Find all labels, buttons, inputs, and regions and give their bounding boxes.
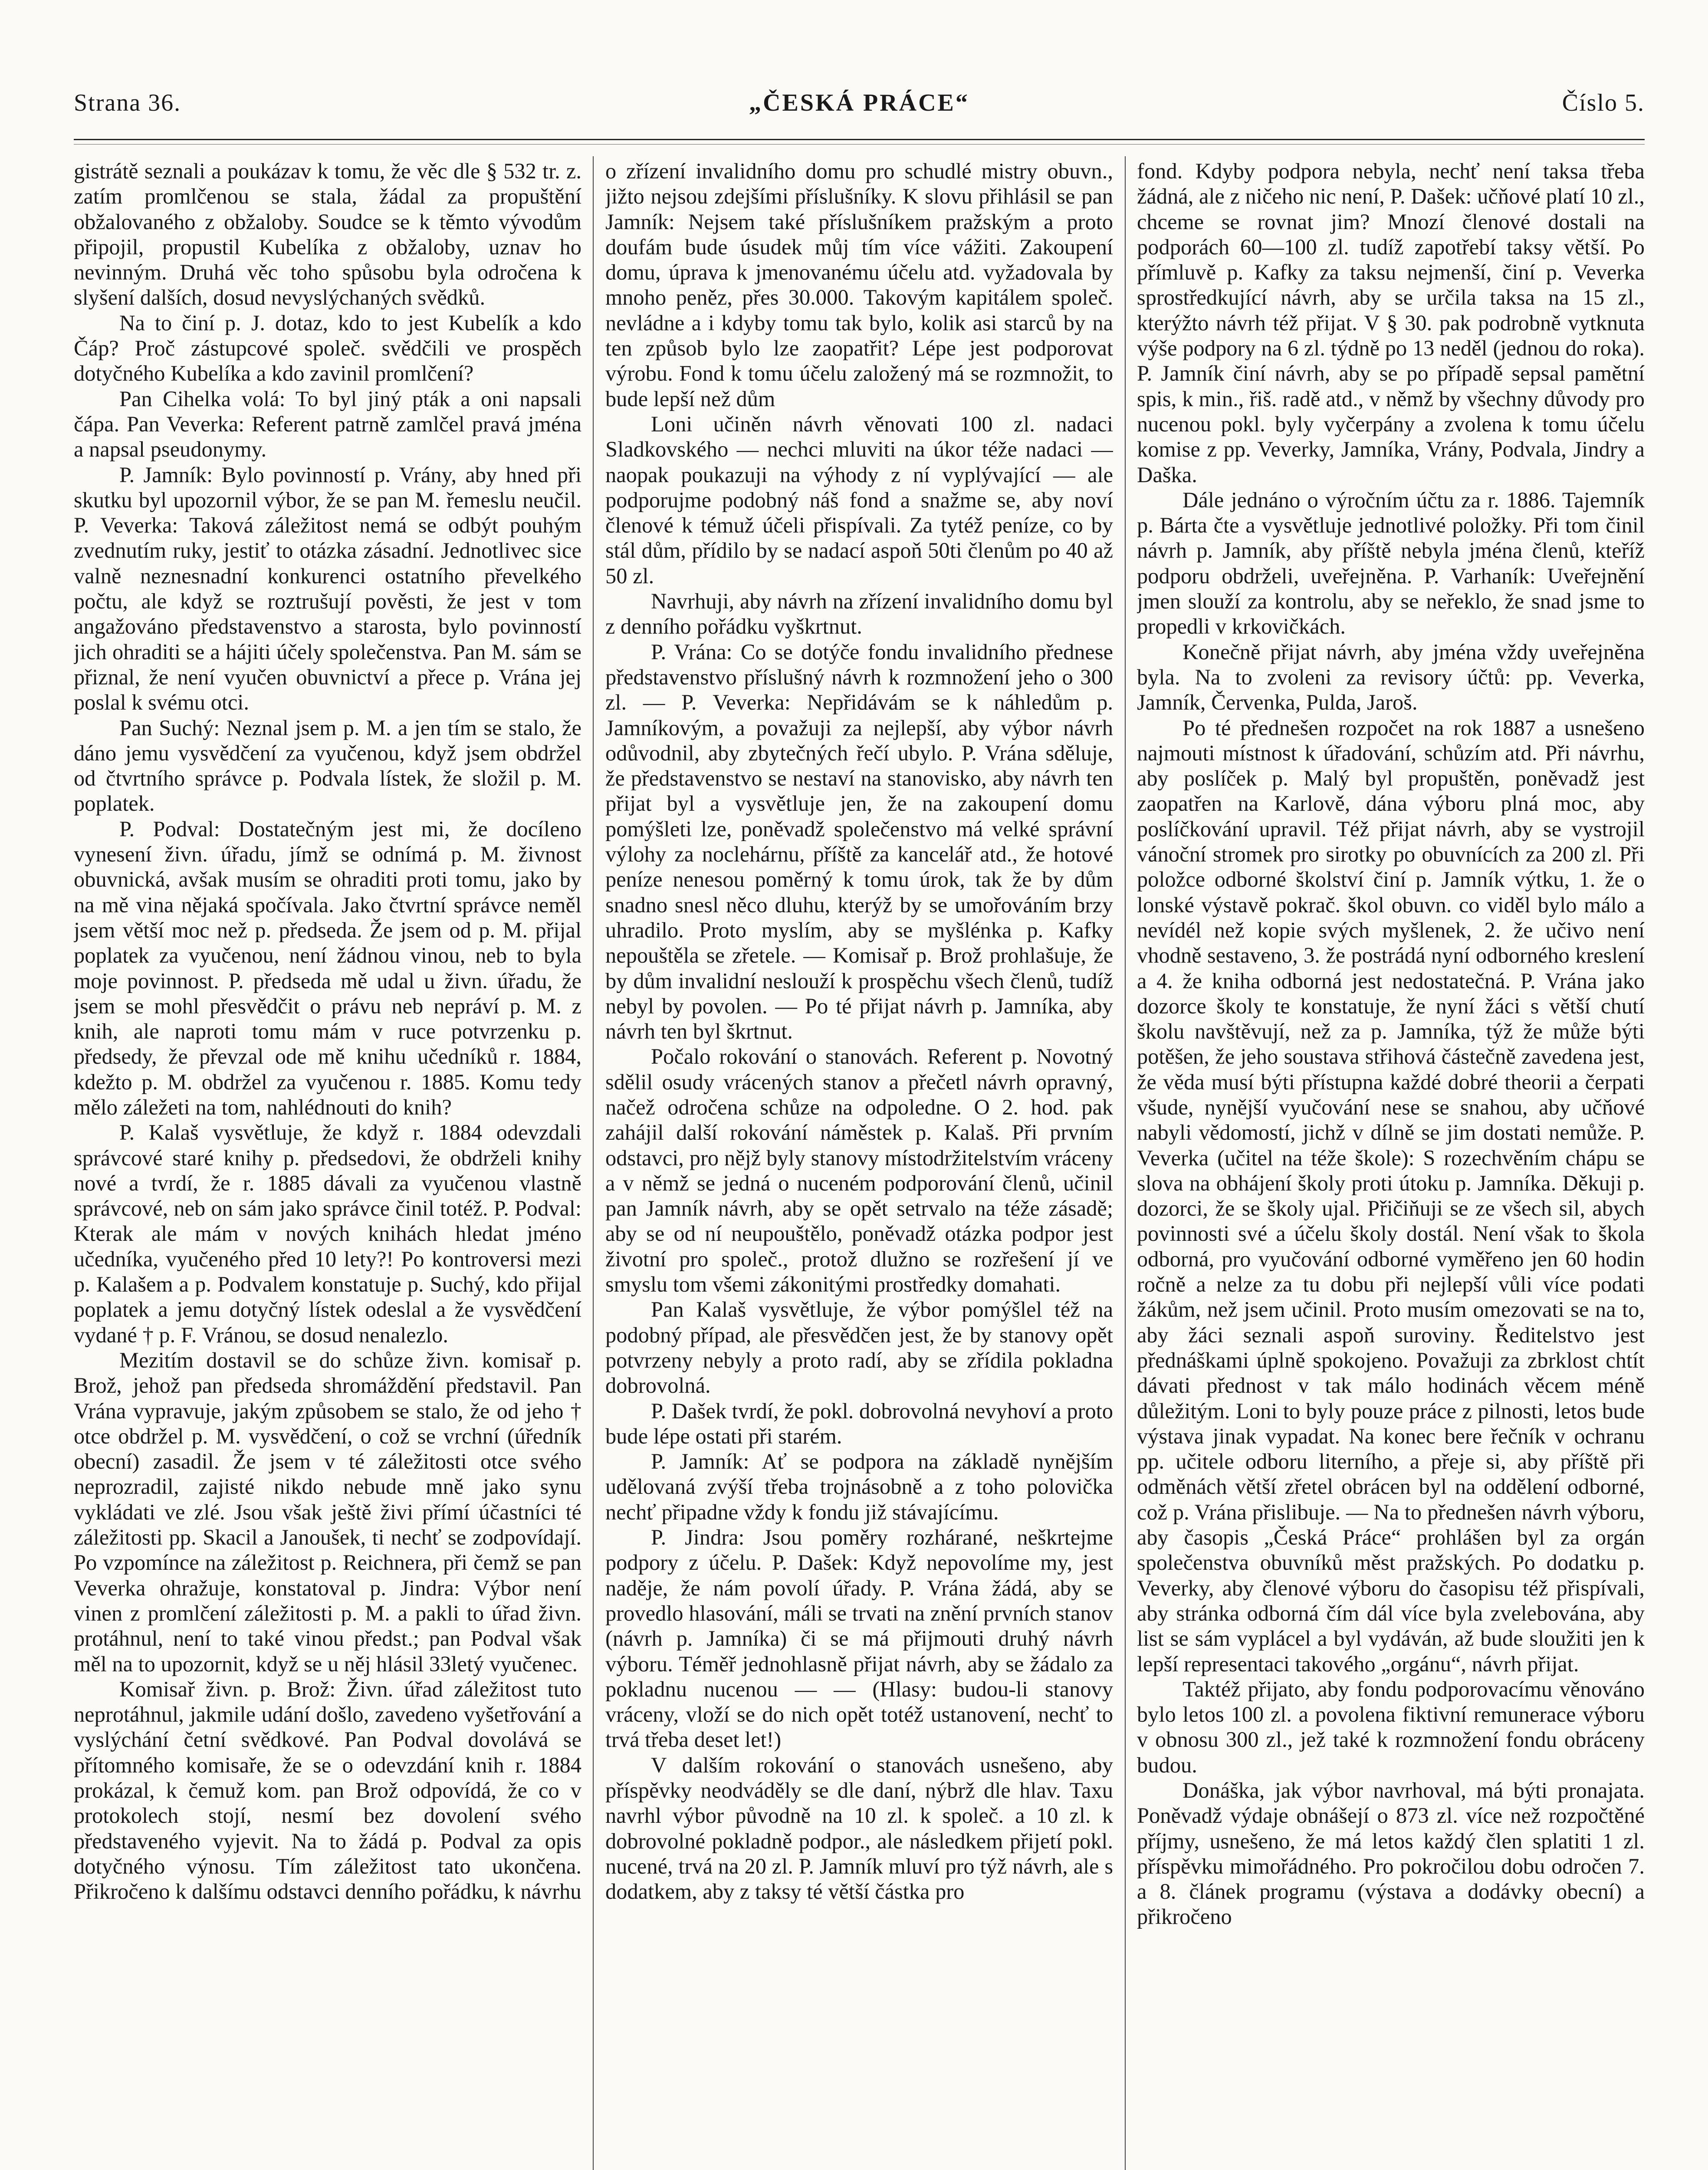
- paragraph: P. Podval: Dostatečným jest mi, že docíleno vynesení živn. úřadu, jímž se odnímá p. M. živnost obuvnická, avšak musím se ohraditi proti tomu, jako by na mě vina nějaká spočívala. Jako čtvrtní správce neměl jsem větší moc než p. předseda. Že jsem od p. M. přijal poplatek za vyučenou, není žádnou vinou, neb to byla moje povinnost. P. předseda mě udal u živn. úřadu, že jsem se mohl přesvědčit o právu neb nepráví p. M. z knih, ale naproti tomu mám v ruce potvrzenku p. předsedy, že převzal ode mě knihu učedníků r. 1884, kdežto p. M. obdržel za vyučenou r. 1885. Komu tedy mělo záležeti na tom, nahlédnouti do knih?: [74, 816, 581, 1119]
- paragraph: Po té přednešen rozpočet na rok 1887 a usnešeno najmouti místnost k úřadování, schůzím atd. Při návrhu, aby poslíček p. Malý byl propuštěn, poněvadž jest zaopatřen na Karlově, dána výboru plná moc, aby poslíčkování upravil. Též přijat návrh, aby se vystrojil vánoční stromek pro sirotky po obuvnících za 200 zl. Při položce odborné školství činí p. Jamník výtku, 1. že o lonské výstavě pokrač. škol obuvn. co viděl bylo málo a nevídél než kopie svých myšlenek, 2. že učivo není vhodně sestaveno, 3. že postrádá nyní odborného kreslení a 4. že kniha odborná jest nedostatečná. P. Vrána jako dozorce školy te konstatuje, že nyní žáci s větší chutí školu navštěvují, než za p. Jamníka, týž že může býti potěšen, že jeho soustava střihová částečně zavedena jest, že věda musí býti přístupna každé dobré theorii a čerpati všude, nynější vyučování nese se snahou, aby učňové nabyli vědomostí, jichž v dílně se jim dostati nemůže. P. Veverka (učitel na téže škole): S rozechvěním chápu se slova na obhájení školy proti útoku p. Jamníka. Děkuji p. dozorci, že se školy ujal. Přičiňuji se ze všech sil, abych povinnosti své a účelu školy dostál. Není však to škola odborná, pro vyučování odborné vyměřeno jen 60 hodin ročně a nelze za tu dobu při nejlepší vůli více podati žákům, než jsem učinil. Proto musím omezovati se na to, aby žáci seznali aspoň suroviny. Ředitelstvo jest přednáškami úplně spokojeno. Považuji za zbrklost chtít dávati přednost v tak málo hodinách věcem méně důležitým. Loni to byly pouze práce z pilnosti, letos bude výstava jinak vypadat. Na konec bere řečník v ochranu pp. učitele odboru literního, a přeje si, aby příště při odměnách větší zřetel obrácen byl na oddělení odborné, což p. Vrána přislibuje. — Na to přednešen návrh výboru, aby časopis „Česká Práce“ prohlášen byl za orgán společenstva obuvníků měst pražských. Po dodatku p. Veverky, aby členové výboru do časopisu též přispívali, aby stránka odborná čím dál více byla zvelebována, aby list se sám vyplácel a byl vydáván, až bude sloužiti jen k lepší representaci takového „orgánu“, návrh přijat.: [1137, 715, 1645, 1676]
- paragraph: P. Jamník: Bylo povinností p. Vrány, aby hned při skutku byl upozornil výbor, že se pan M. řemeslu neučil. P. Veverka: Taková záležitost nemá se odbýt pouhým zvednutím ruky, jestiť to otázka zásadní. Jednotlivec sice valně neznesnadní konkurenci ostatního převelkého počtu, ale když se roztrušují pověsti, že jest v tom angažováno představenstvo a starosta, bylo povinností jich ohraditi se a hájiti účely společenstva. Pan M. sám se přiznal, že není vyučen obuvnictví a přece p. Vrána jej poslal k svému otci.: [74, 462, 581, 715]
- paragraph: P. Jindra: Jsou poměry rozhárané, neškrtejme podpory z účelu. P. Dašek: Když nepovolíme my, jest naděje, že nám povolí úřady. P. Vrána žádá, aby se provedlo hlasování, máli se trvati na znění prvních stanov (návrh p. Jamníka) či se má přijmouti druhý návrh výboru. Téměř jednohlasně přijat návrh, aby se žádalo za pokladnu nucenou — — (Hlasy: budou-li stanovy vráceny, vloží se do nich opět totéž ustanovení, nechť to trvá třeba deset let!): [605, 1525, 1113, 1752]
- paragraph: Donáška, jak výbor navrhoval, má býti pronajata. Poněvadž výdaje obnášejí o 873 zl. více než rozpočtěné příjmy, usnešeno, že má letos každý člen splatiti 1 zl. příspěvku mimořádného. Pro pokročilou dobu odročen 7. a 8. článek programu (výstava a dodávky obecní) a přikročeno: [1137, 1778, 1645, 1929]
- paragraph: P. Kalaš vysvětluje, že když r. 1884 odevzdali správcové staré knihy p. předsedovi, že obdrželi knihy nové a tvrdí, že r. 1885 dávali za vyučenou vlastně správcové, neb on sám jako správce činil totéž. P. Podval: Kterak ale mám v nových knihách hledat jméno učedníka, vyučeného před 10 lety?! Po kontroversi mezi p. Kalašem a p. Podvalem konstatuje p. Suchý, kdo přijal poplatek a jemu dotyčný lístek odeslal a že vysvědčení vydané † p. F. Vránou, se dosud nenalezlo.: [74, 1120, 581, 1347]
- paragraph: P. Vrána: Co se dotýče fondu invalidního přednese představenstvo příslušný návrh k rozmnožení jeho o 300 zl. — P. Veverka: Nepřidávám se k náhledům p. Jamníkovým, a považuji za nejlepší, aby výbor návrh odůvodnil, aby zbytečných řečí ubylo. P. Vrána sděluje, že představenstvo se nestaví na stanovisko, aby návrh ten přijat byl a vysvětluje jen, že na zakoupení domu pomýšleti lze, poněvadž společenstvo má velké správní výlohy za noclehárnu, příště za kancelář atd., že hotové peníze nenesou poměrný k tomu úrok, tak že by dům snadno snesl něco dluhu, kterýž by se umořováním brzy uhradilo. Proto myslím, aby se myšlénka p. Kafky nepouštěla se zřetele. — Komisař p. Brož prohlašuje, že by dům invalidní neslouží k prospěchu všech členů, tudíž nebyl by povolen. — Po té přijat návrh p. Jamníka, aby návrh ten byl škrtnut.: [605, 639, 1113, 1044]
- header-rule: [74, 139, 1645, 140]
- paragraph: V dalším rokování o stanovách usnešeno, aby příspěvky neodváděly se dle daní, nýbrž dle hlav. Taxu navrhl výbor původně na 10 zl. k společ. a 10 zl. k dobrovolné pokladně podpor., ale následkem přijetí pokl. nucené, trvá na 20 zl. P. Jamník mluví pro týž návrh, ale s dodatkem, aby z taksy té větší částka pro: [605, 1752, 1113, 1904]
- issue-number: Číslo 5.: [1562, 89, 1645, 116]
- paragraph: Mezitím dostavil se do schůze živn. komisař p. Brož, jehož pan předseda shromáždění představil. Pan Vrána vypravuje, jakým způsobem se stalo, že od jeho † otce obdržel p. M. vysvědčení, o což se vrchní (úředník obecní) zasadil. Že jsem v té záležitosti otce svého neprozradil, zajisté nikdo nebude mně jako synu vykládati ve zlé. Jsou však ještě živi přímí účastníci té záležitosti pp. Skacil a Janoušek, ti nechť se zodpovídají. Po vzpomínce na záležitost p. Reichnera, při čemž se pan Veverka ohražuje, konstatoval p. Jindra: Výbor není vinen z promlčení záležitosti p. M. a pakli to úřad živn. protáhnul, není to také vinou předst.; pan Podval však měl na to upozornit, když se u něj hlásil 33letý vyučenec.: [74, 1348, 581, 1676]
- paragraph: Počalo rokování o stanovách. Referent p. Novotný sdělil osudy vrácených stanov a přečetl návrh opravný, načež odročena schůze na odpoledne. O 2. hod. pak zahájil další rokování náměstek p. Kalaš. Při prvním odstavci, pro nějž byly stanovy místodržitelstvím vráceny a v němž se jedná o nuceném podporování členů, učinil pan Jamník návrh, aby se opět setrvalo na téže zásadě; aby se od ní neupouštělo, poněvadž otázka podpor jest životní pro společ., protož dlužno se rozřešení jí ve smyslu tom všemi zákonitými prostředky domahati.: [605, 1044, 1113, 1297]
- paragraph: Navrhuji, aby návrh na zřízení invalidního domu byl z denního pořádku vyškrtnut.: [605, 589, 1113, 639]
- text-column-3: [1137, 158, 1645, 2170]
- text-column-1: [74, 158, 581, 2170]
- paragraph: Pan Cihelka volá: To byl jiný pták a oni napsali čápa. Pan Veverka: Referent patrně zamlčel pravá jména a napsal pseudonymy.: [74, 386, 581, 462]
- paragraph: fond. Kdyby podpora nebyla, nechť není taksa třeba žádná, ale z ničeho nic není, P. Dašek: učňové platí 10 zl., chceme se rovnat jim? Mnozí členové dostali na podporách 60—100 zl. tudíž zapotřebí taksy větší. Po přímluvě p. Kafky za taksu nejmenší, činí p. Veverka sprostředkující návrh, aby se určila taksa na 15 zl., kterýžto návrh též přijat. V § 30. pak podrobně vytknuta výše podpory na 6 zl. týdně po 13 neděl (jednou do roka). P. Jamník činí návrh, aby se po případě sepsal pamětní spis, k min., řiš. radě atd., v němž by všechny důvody pro nucenou pokl. byly vyčerpány a zvolena k tomu účelu komise z pp. Veverky, Jamníka, Vrány, Podvala, Jindry a Daška.: [1137, 159, 1645, 487]
- paragraph: P. Jamník: Ať se podpora na základě nynějším udělovaná zvýší třeba trojnásobně a z toho polovička nechť připadne vždy k fondu již stávajícímu.: [605, 1449, 1113, 1524]
- column-divider: [593, 156, 594, 2170]
- paragraph: Pan Kalaš vysvětluje, že výbor pomýšlel též na podobný případ, ale přesvědčen jest, že by stanovy opět potvrzeny nebyly a proto radí, aby se zřídila pokladna dobrovolná.: [605, 1297, 1113, 1398]
- paragraph: P. Dašek tvrdí, že pokl. dobrovolná nevyhoví a proto bude lépe ostati při starém.: [605, 1398, 1113, 1448]
- paragraph: Konečně přijat návrh, aby jména vždy uveřejněna byla. Na to zvoleni za revisory účtů: pp. Veverka, Jamník, Červenka, Pulda, Jaroš.: [1137, 639, 1645, 715]
- paragraph: Pan Suchý: Neznal jsem p. M. a jen tím se stalo, že dáno jemu vysvědčení za vyučenou, když jsem obdržel od čtvrtního správce p. Podvala lístek, že složil p. M. poplatek.: [74, 715, 581, 816]
- text-column-2: [605, 158, 1113, 2170]
- paragraph: gistrátě seznali a poukázav k tomu, že věc dle § 532 tr. z. zatím promlčenou se stala, žádal za propuštění obžalovaného z obžaloby. Soudce se k těmto vývodům připojil, propustil Kubelíka z obžaloby, uznav ho nevinným. Druhá věc toho spůsobu byla odročena k slyšení dalších, dosud nevyslýchaných svědků.: [74, 159, 581, 310]
- paragraph: Komisař živn. p. Brož: Živn. úřad záležitost tuto neprotáhnul, jakmile udání došlo, zavedeno vyšetřování a vyslýchání četní svědkové. Pan Podval dovolává se přítomného komisaře, že se o odevzdání knih r. 1884 prokázal, k čemuž kom. pan Brož odpovídá, že co v protokolech stojí, nesmí bez dovolení svého představeného vyjevit. Na to žádá p. Podval za opis dotyčného výnosu. Tím záležitost tato ukončena. Přikročeno k dalšímu odstavci denního pořádku, k návrhu: [74, 1677, 581, 1904]
- page-header: [74, 89, 1645, 128]
- paragraph: Taktéž přijato, aby fondu podporovacímu věnováno bylo letos 100 zl. a povolena fiktivní remunerace výboru v obnosu 300 zl., jež také k rozmnožení fondu obráceny budou.: [1137, 1677, 1645, 1777]
- page-number: Strana 36.: [74, 89, 181, 116]
- paragraph: Loni učiněn návrh věnovati 100 zl. nadaci Sladkovského — nechci mluviti na úkor téže nadaci — naopak poukazuji na výhody z ní vyplývající — ale podporujme podobný náš fond a snažme se, aby noví členové k témuž účeli přispívali. Za tytéž peníze, co by stál dům, přídilo by se nadací aspoň 50ti členům po 40 až 50 zl.: [605, 411, 1113, 588]
- paragraph: Na to činí p. J. dotaz, kdo to jest Kubelík a kdo Čáp? Proč zástupcové společ. svědčili ve prospěch dotyčného Kubelíka a kdo zavinil promlčení?: [74, 310, 581, 386]
- header-rule-thin: [74, 144, 1645, 145]
- paragraph: o zřízení invalidního domu pro schudlé mistry obuvn., jižto nejsou zdejšími příslušníky. K slovu přihlásil se pan Jamník: Nejsem také příslušníkem pražským a proto doufám bude úsudek můj tím více vážiti. Zakoupení domu, úprava k jmenovanému účelu atd. vyžadovala by mnoho peněz, přes 30.000. Takovým kapitálem společ. nevládne a i kdyby tomu tak bylo, kolik asi starců by na ten způsob bylo lze zaopatřit? Lépe jest podporovat výrobu. Fond k tomu účelu založený má se rozmnožit, to bude lepší než dům: [605, 159, 1113, 411]
- paragraph: Dále jednáno o výročním účtu za r. 1886. Tajemník p. Bárta čte a vysvětluje jednotlivé položky. Při tom činil návrh p. Jamník, aby příště nebyla jména členů, kteříž podporu obdrželi, uveřejněna. P. Varhaník: Uveřejnění jmen slouží za kontrolu, aby se neřeklo, že snad jsme to propedli v krkovičkách.: [1137, 487, 1645, 639]
- column-divider: [1125, 156, 1126, 2170]
- masthead-title: „ČESKÁ PRÁCE“: [749, 89, 969, 116]
